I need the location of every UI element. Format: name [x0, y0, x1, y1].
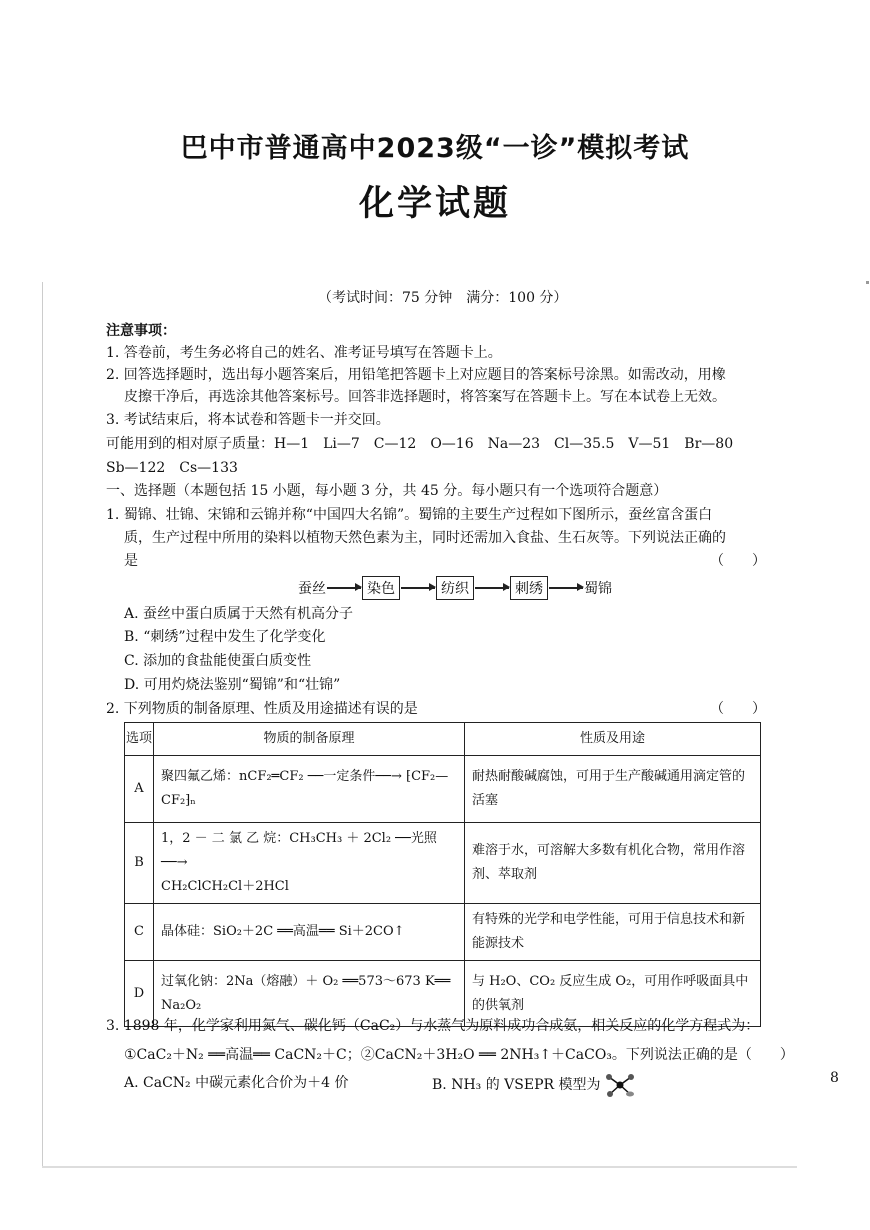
flow-arrow-icon — [475, 587, 509, 588]
q2-table — [124, 722, 761, 1027]
flow-step-dye: 染色 — [362, 576, 400, 600]
row-principle — [154, 823, 465, 904]
row-use: 有特殊的光学和电学性能，可用于信息技术和新能源技术 — [465, 904, 761, 961]
flow-step-silk: 蚕丝 — [298, 581, 326, 597]
principle-line-1: 晶体硅：SiO₂＋2C ══高温══ Si＋2CO↑ — [161, 924, 405, 939]
q3-stem-line2: ①CaC₂＋N₂ ══高温══ CaCN₂＋C；②CaCN₂＋3H₂O ══ 2NH₃↑＋CaCO₃。下列说法正确的是（ ） — [124, 1047, 794, 1063]
table-header-row — [125, 723, 761, 756]
atomic-masses-line1: 可能用到的相对原子质量：H—1 Li—7 C—12 O—16 Na—23 Cl—35.5 V—51 Br—80 — [106, 436, 734, 452]
notice-item-2: 2. 回答选择题时，选出每小题答案后，用铅笔把答题卡上对应题目的答案标号涂黑。如需改动，用橡 — [106, 367, 726, 383]
atomic-masses-line2: Sb—122 Cs—133 — [106, 460, 238, 476]
principle-line-1: 聚四氟乙烯：nCF₂═CF₂ ──一定条件──→ ⁅CF₂— — [161, 769, 449, 784]
q1-option-a: A. 蚕丝中蛋白质属于天然有机高分子 — [124, 606, 354, 622]
table-header-use: 性质及用途 — [465, 723, 761, 756]
q1-stem-line2: 质，生产过程中所用的染料以植物天然色素为主，同时还需加入食盐、生石灰等。下列说法正确的 — [124, 530, 726, 546]
row-option-label: A — [125, 756, 154, 823]
row-principle — [154, 904, 465, 961]
principle-line-2: Na₂O₂ — [161, 997, 202, 1013]
notice-item-1: 1. 答卷前，考生务必将自己的姓名、准考证号填写在答题卡上。 — [106, 345, 502, 361]
q1-stem-line3: 是 — [124, 553, 138, 569]
flow-step-shujin: 蜀锦 — [584, 581, 612, 597]
principle-line-1: 1，2 － 二 氯 乙 烷：CH₃CH₃ ＋ 2Cl₂ ──光照──→ — [161, 831, 437, 870]
q1-option-d: D. 可用灼烧法鉴别“蜀锦”和“壮锦” — [124, 677, 341, 693]
notice-item-3: 3. 考试结束后，将本试卷和答题卡一并交回。 — [106, 412, 390, 428]
flow-step-embroider: 刺绣 — [510, 576, 548, 600]
table-header-option: 选项 — [125, 723, 154, 756]
flow-step-weave: 纺织 — [436, 576, 474, 600]
q2-answer-paren: （ ） — [710, 701, 766, 717]
notice-heading: 注意事项： — [106, 323, 176, 339]
section-heading: 一、选择题（本题包括 15 小题，每小题 3 分，共 45 分。每小题只有一个选项符合题意） — [106, 483, 668, 499]
row-option-label: B — [125, 823, 154, 904]
flow-arrow-icon — [549, 587, 583, 588]
q1-option-c: C. 添加的食盐能使蛋白质变性 — [124, 653, 312, 669]
principle-line-2: CH₂ClCH₂Cl＋2HCl — [161, 879, 289, 894]
row-principle — [154, 756, 465, 823]
q1-answer-paren: （ ） — [710, 553, 766, 569]
q3-stem-line1: 3. 1898 年，化学家利用氮气、碳化钙（CaC₂）与水蒸气为原料成功合成氨，相关反应的化学方程式为： — [106, 1018, 760, 1034]
row-use: 难溶于水，可溶解大多数有机化合物，常用作溶剂、萃取剂 — [465, 823, 761, 904]
q2-stem: 2. 下列物质的制备原理、性质及用途描述有误的是 — [106, 701, 418, 717]
q1-stem-line1: 1. 蜀锦、壮锦、宋锦和云锦并称“中国四大名锦”。蜀锦的主要生产过程如下图所示，蚕丝富含蛋白 — [106, 507, 713, 523]
q3-option-a: A. CaCN₂ 中碳元素化合价为＋4 价 — [124, 1075, 349, 1091]
scan-edge-line — [42, 282, 43, 1167]
row-use: 耐热耐酸碱腐蚀，可用于生产酸碱通用滴定管的活塞 — [465, 756, 761, 823]
margin-mark: 8 — [830, 1070, 839, 1086]
flow-arrow-icon — [401, 587, 435, 588]
principle-line-2: CF₂⁆ₙ — [161, 793, 196, 808]
row-use: 与 H₂O、CO₂ 反应生成 O₂，可用作呼吸面具中的供氧剂 — [465, 961, 761, 1027]
row-option-label: C — [125, 904, 154, 961]
q1-option-b: B. “刺绣”过程中发生了化学变化 — [124, 629, 326, 645]
principle-line-1: 过氧化钠：2Na（熔融）＋ O₂ ══573～673 K══ — [161, 973, 451, 989]
q3-option-b-text: B. NH₃ 的 VSEPR 模型为 — [432, 1077, 601, 1093]
subject-title: 化学试题 — [358, 184, 511, 224]
notice-item-2-cont: 皮擦干净后，再选涂其他答案标号。回答非选择题时，将答案写在答题卡上。写在本试卷上无效。 — [124, 389, 726, 405]
exam-info: （考试时间：75 分钟 满分：100 分） — [318, 290, 568, 306]
scan-bottom-line — [42, 1166, 797, 1168]
exam-title: 巴中市普通高中2023级“一诊”模拟考试 — [180, 133, 690, 164]
scan-speck — [866, 281, 869, 284]
vsepr-model-icon — [605, 1073, 635, 1097]
table-row — [125, 823, 761, 904]
table-header-principle: 物质的制备原理 — [154, 723, 465, 756]
flow-arrow-icon — [327, 587, 361, 588]
q1-process-flow — [298, 576, 612, 600]
table-row — [125, 904, 761, 961]
q3-option-b — [432, 1073, 635, 1097]
row-option-label: D — [125, 961, 154, 1027]
table-row — [125, 756, 761, 823]
